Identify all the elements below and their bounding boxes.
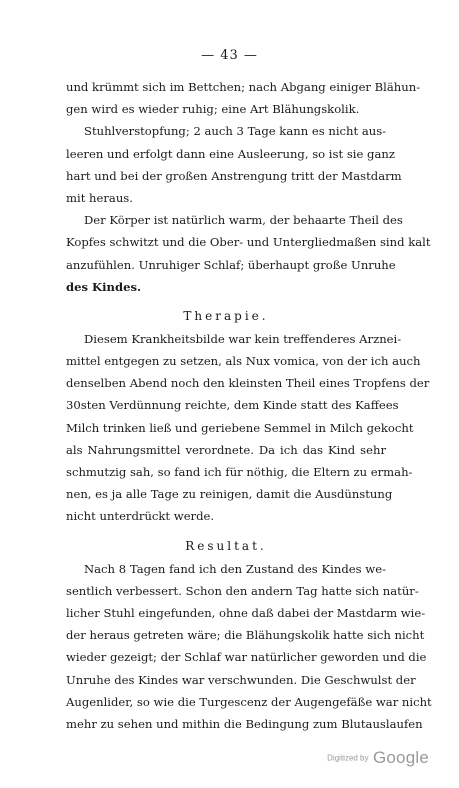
- text-line: gen wird es wieder ruhig; eine Art Blähungskolik.: [66, 102, 360, 117]
- text-line: Unruhe des Kindes war verschwunden. Die Geschwulst der: [66, 672, 416, 687]
- text-line: leeren und erfolgt dann eine Ausleerung, so ist sie ganz: [66, 146, 395, 161]
- text-line: denselben Abend noch den kleinsten Theil eines Tropfens der: [66, 376, 430, 391]
- text-line: als Nahrungsmittel verordnete. Da ich das Kind sehr: [66, 442, 386, 457]
- text-line: des Kindes.: [66, 279, 142, 294]
- text-line: Milch trinken ließ und geriebene Semmel in Milch gekocht: [66, 420, 414, 435]
- text-line: wieder gezeigt; der Schlaf war natürlicher geworden und die: [66, 650, 427, 665]
- text-line: Augenlider, so wie die Turgescenz der Augengefäße war nicht: [66, 694, 432, 709]
- watermark-brand-logo: Google: [372, 748, 429, 767]
- text-line: mit heraus.: [66, 190, 133, 205]
- text-line: mittel entgegen zu setzen, als Nux vomica, von der ich auch: [66, 354, 421, 369]
- text-line: Der Körper ist natürlich warm, der behaarte Theil des: [84, 213, 403, 228]
- text-line: nicht unterdrückt werde.: [66, 509, 215, 524]
- text-line: 30sten Verdünnung reichte, dem Kinde statt des Kaffees: [66, 398, 399, 413]
- text-line: anzufühlen. Unruhiger Schlaf; überhaupt große Unruhe: [66, 257, 396, 272]
- text-line: sentlich verbessert. Schon den andern Tag hatte sich natür-: [66, 583, 419, 598]
- text-line: Nach 8 Tagen fand ich den Zustand des Kindes we-: [84, 561, 386, 576]
- section-heading-resultat: Resultat.: [185, 538, 267, 553]
- text-line: Kopfes schwitzt und die Ober- und Untergliedmaßen sind kalt: [66, 235, 431, 250]
- page-number: — 43 —: [201, 48, 258, 63]
- text-line: schmutzig sah, so fand ich für nöthig, die Eltern zu ermah-: [66, 465, 413, 479]
- text-line: licher Stuhl eingefunden, ohne daß dabei der Mastdarm wie-: [66, 605, 426, 620]
- text-line: nen, es ja alle Tage zu reinigen, damit die Ausdünstung: [66, 487, 393, 502]
- text-line: und krümmt sich im Bettchen; nach Abgang einiger Blähun-: [66, 80, 421, 94]
- section-heading-therapie: Therapie.: [183, 308, 269, 323]
- text-line: Stuhlverstopfung; 2 auch 3 Tage kann es nicht aus-: [84, 124, 387, 139]
- text-line: der heraus getreten wäre; die Blähungskolik hatte sich nicht: [66, 628, 425, 643]
- body-text: [66, 76, 432, 735]
- text-line: mehr zu sehen und mithin die Bedingung zum Blutauslaufen: [66, 716, 423, 731]
- digitized-watermark: [327, 748, 429, 768]
- text-line: Diesem Krankheitsbilde war kein treffenderes Arznei-: [84, 331, 402, 346]
- text-line: hart und bei der großen Anstrengung tritt der Mastdarm: [66, 168, 402, 183]
- watermark-prefix: Digitized by: [327, 753, 369, 763]
